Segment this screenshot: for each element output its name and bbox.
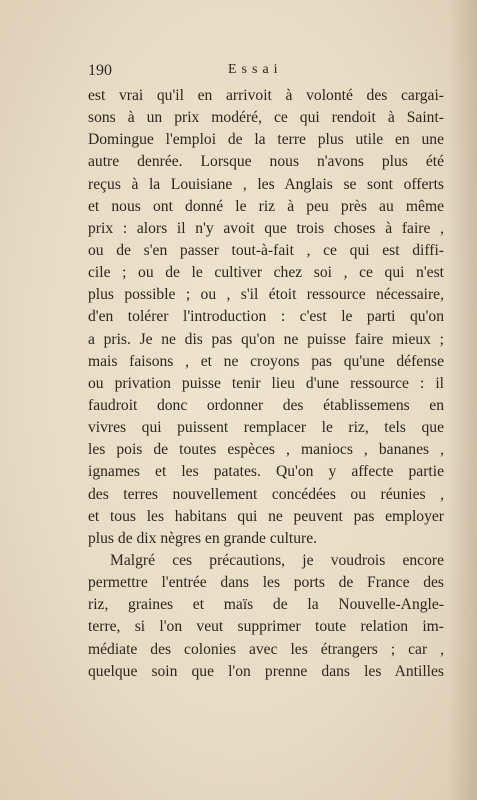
text-line: a pris. Je ne dis pas qu'on ne puisse faire mieux ;	[88, 330, 444, 348]
text-line: faudroit donc ordonner des établissemens en	[88, 396, 444, 414]
text-line: sons à un prix modéré, ce qui rendoit à Saint-	[88, 109, 444, 127]
text-line: quelque soin que l'on prenne dans les Antilles	[88, 662, 444, 680]
text-line: permettre l'entrée dans les ports de France des	[88, 574, 444, 592]
text-line: est vrai qu'il en arrivoit à volonté des cargai-	[88, 87, 444, 104]
body-text	[88, 85, 444, 683]
text-line: terre, si l'on veut supprimer toute relation im-	[88, 618, 444, 636]
page-header	[88, 62, 444, 82]
text-line: médiate des colonies avec les étrangers ; car ,	[88, 640, 444, 658]
text-line: riz, graines et maïs de la Nouvelle-Angle-	[88, 596, 444, 614]
text-line: cile ; ou de le cultiver chez soi , ce qui n'est	[88, 264, 444, 282]
text-line: Malgré ces précautions, je voudrois encore	[110, 551, 444, 569]
gutter-shadow	[447, 0, 477, 800]
text-line: des terres nouvellement concédées ou réunies ,	[88, 485, 444, 503]
text-line: mais faisons , et ne croyons pas qu'une défense	[88, 352, 444, 370]
text-line: ou privation puisse tenir lieu d'une ressource : il	[88, 374, 444, 392]
paragraph-2	[88, 550, 444, 683]
text-line: Domingue l'emploi de la terre plus utile en une	[88, 131, 444, 149]
text-line: reçus à la Louisiane , les Anglais se sont offerts	[88, 175, 444, 193]
text-line: autre denrée. Lorsque nous n'avons plus été	[88, 153, 444, 171]
running-head: Essai	[228, 62, 283, 77]
text-line: vivres qui puissent remplacer le riz, tels que	[88, 419, 444, 437]
text-line: plus de dix nègres en grande culture.	[88, 529, 318, 547]
text-line: et nous ont donné le riz à peu près au même	[88, 197, 444, 215]
text-line: les pois de toutes espèces , maniocs , bananes ,	[88, 441, 444, 459]
text-line: et tous les habitans qui ne peuvent pas employer	[88, 507, 444, 525]
text-line: ou de s'en passer tout-à-fait , ce qui est diffi-	[88, 241, 444, 259]
text-line: prix : alors il n'y avoit que trois choses à faire ,	[88, 219, 444, 237]
page-number: 190	[88, 62, 112, 79]
text-line: plus possible ; ou , s'il étoit ressource nécessaire,	[88, 286, 444, 304]
paragraph-1	[88, 85, 444, 550]
text-line: d'en tolérer l'introduction : c'est le parti qu'on	[88, 308, 444, 326]
text-line: ignames et les patates. Qu'on y affecte partie	[88, 463, 444, 481]
